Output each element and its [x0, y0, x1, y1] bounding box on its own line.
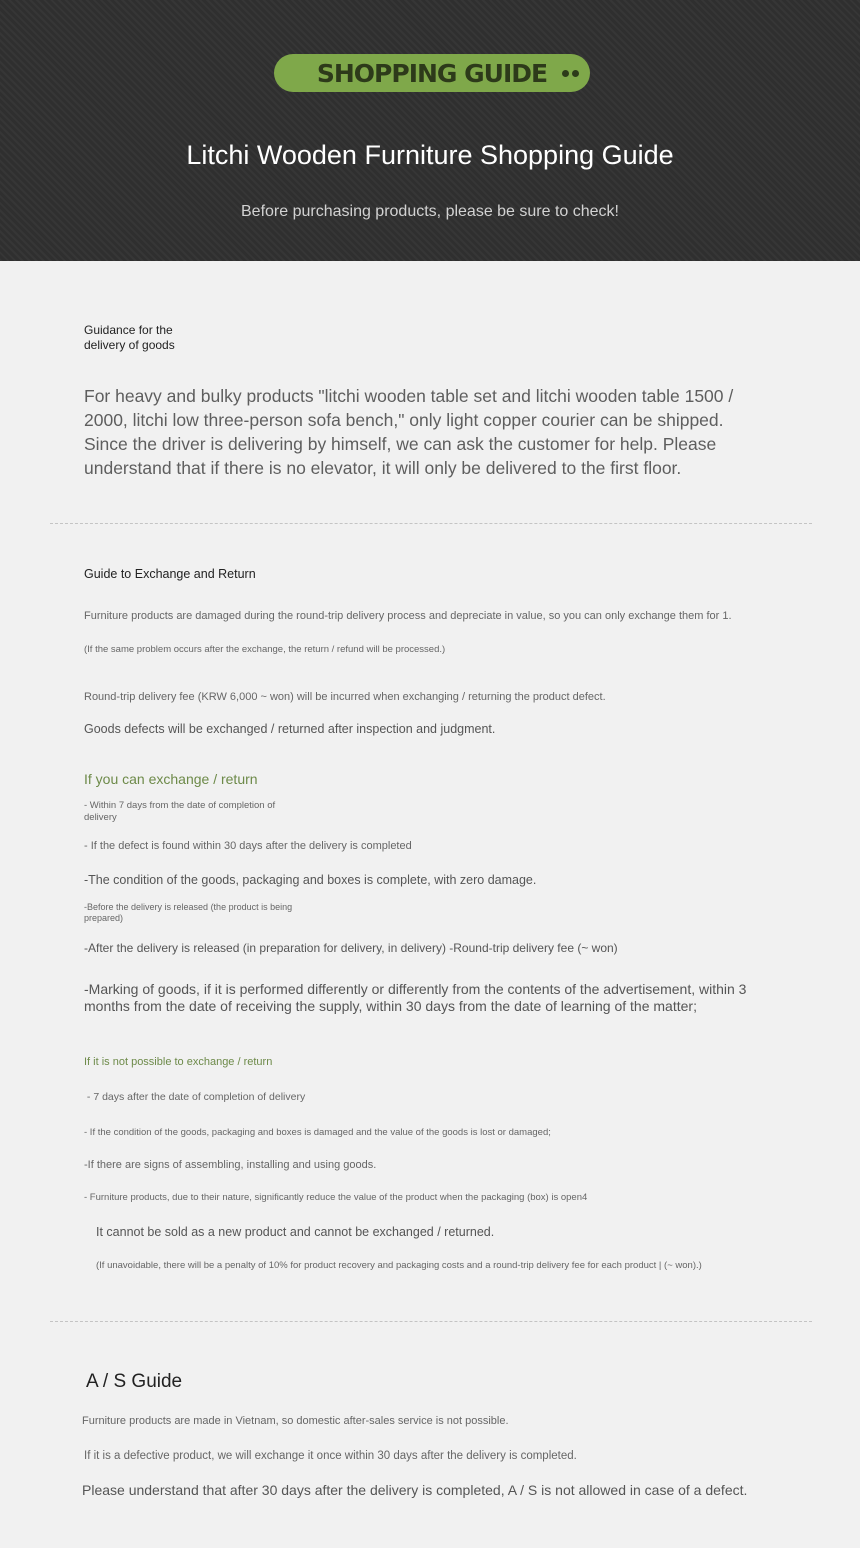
page-subtitle: Before purchasing products, please be sure to check!: [241, 203, 619, 220]
as-text-2: If it is a defective product, we will exchange it once within 30 days after the delivery is completed.: [84, 1450, 577, 1462]
section-divider-2: [50, 1321, 812, 1322]
can-item-2: - If the defect is found within 30 days after the delivery is completed: [84, 840, 412, 852]
header-banner: [0, 0, 860, 261]
section-divider-1: [50, 523, 812, 524]
can-item-3: -The condition of the goods, packaging and boxes is complete, with zero damage.: [84, 873, 537, 887]
as-heading: A / S Guide: [86, 1371, 183, 1392]
cannot-item-1: - 7 days after the date of completion of delivery: [84, 1091, 306, 1103]
cannot-item-5: It cannot be sold as a new product and cannot be exchanged / returned.: [96, 1225, 495, 1239]
as-text-1: Furniture products are made in Vietnam, so domestic after-sales service is not possible.: [82, 1415, 509, 1427]
exchange-text-4: Goods defects will be exchanged / returned after inspection and judgment.: [84, 722, 496, 736]
page-title: Litchi Wooden Furniture Shopping Guide: [186, 140, 674, 170]
can-item-6-line1: -Marking of goods, if it is performed differently or differently from the contents of the advertisement, within 3: [84, 981, 747, 997]
exchange-text-1: Furniture products are damaged during the round-trip delivery process and depreciate in value, so you can only exchange them for 1.: [84, 610, 732, 622]
delivery-heading-line1: Guidance for the: [84, 323, 173, 337]
delivery-text-line4: understand that if there is no elevator, it will only be delivered to the first floor.: [84, 458, 682, 478]
cannot-exchange-heading: If it is not possible to exchange / return: [84, 1056, 273, 1068]
badge-text: SHOPPING GUIDE: [316, 58, 548, 88]
can-item-4-line1: -Before the delivery is released (the product is being: [84, 902, 293, 912]
cannot-item-2: - If the condition of the goods, packaging and boxes is damaged and the value of the goods is lost or damaged;: [84, 1127, 551, 1138]
delivery-text-line3: Since the driver is delivering by himself, we can ask the customer for help. Please: [84, 434, 717, 454]
delivery-heading-line2: delivery of goods: [84, 338, 175, 352]
can-item-4-line2: prepared): [84, 913, 124, 923]
cannot-item-3: -If there are signs of assembling, installing and using goods.: [84, 1159, 377, 1171]
can-item-1-line1: - Within 7 days from the date of completion of: [84, 800, 276, 811]
exchange-heading: Guide to Exchange and Return: [84, 567, 256, 581]
delivery-text-line1: For heavy and bulky products "litchi wooden table set and litchi wooden table 1500 /: [84, 386, 734, 406]
as-text-3: Please understand that after 30 days after the delivery is completed, A / S is not allowed in case of a defect.: [82, 1482, 748, 1498]
exchange-text-3: Round-trip delivery fee (KRW 6,000 ~ won) will be incurred when exchanging / returning the product defect.: [84, 691, 606, 703]
can-exchange-heading: If you can exchange / return: [84, 771, 258, 787]
shopping-guide-badge: [274, 54, 590, 92]
badge-dot-left: [562, 70, 569, 77]
can-item-1-line2: delivery: [84, 812, 117, 823]
exchange-text-2: (If the same problem occurs after the exchange, the return / refund will be processed.): [84, 644, 446, 655]
badge-dot-right: [572, 70, 579, 77]
cannot-item-6: (If unavoidable, there will be a penalty of 10% for product recovery and packaging costs and a round-trip delivery fee for each product | (~ won).): [96, 1260, 702, 1271]
can-item-6-line2: months from the date of receiving the supply, within 30 days from the date of learning of the matter;: [84, 998, 697, 1014]
can-item-5: -After the delivery is released (in preparation for delivery, in delivery) -Round-trip delivery fee (~ won): [84, 941, 618, 955]
delivery-text-line2: 2000, litchi low three-person sofa bench," only light copper courier can be shipped.: [84, 410, 724, 430]
cannot-item-4: - Furniture products, due to their nature, significantly reduce the value of the product when the packaging (box) is open4: [84, 1192, 588, 1203]
